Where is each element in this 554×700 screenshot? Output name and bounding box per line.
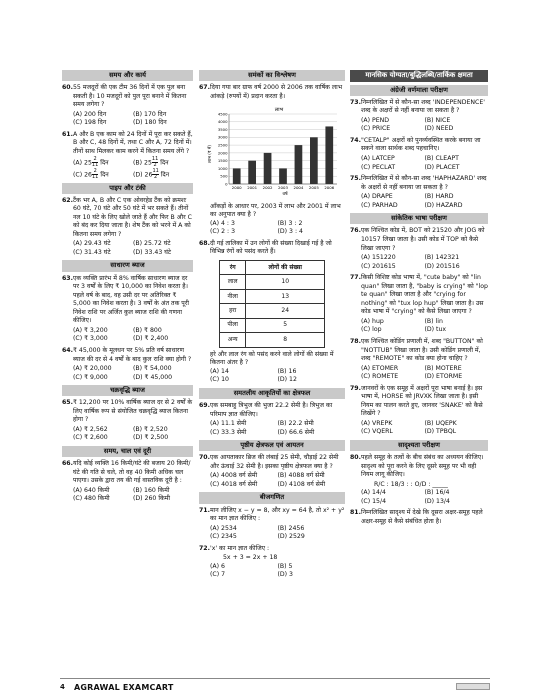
option: (C) PECLAT bbox=[361, 163, 396, 171]
option: (B) HARD bbox=[424, 193, 454, 201]
option: (A) 2534 bbox=[210, 524, 237, 532]
option: (C) 198 दिन bbox=[73, 119, 107, 127]
table-row: नीला 13 bbox=[220, 289, 325, 303]
option: (A) 11.1 सेमी bbox=[210, 420, 247, 428]
section-header: पाइप और टंकी bbox=[62, 183, 193, 194]
option: (C) ₹ 3,000 bbox=[73, 335, 108, 343]
section-header: पृष्ठीय क्षेत्रफल एवं आयतन bbox=[199, 440, 345, 451]
option: (A) LATCEP bbox=[361, 155, 395, 163]
option: (C) ₹ 9,000 bbox=[73, 373, 108, 381]
option: (B) 25.72 घंटे bbox=[133, 240, 171, 248]
option: (B) 142321 bbox=[424, 254, 460, 262]
chart-bar bbox=[310, 138, 318, 185]
chart-y-tick-label: 0 bbox=[225, 181, 228, 187]
option: (B) 2456 bbox=[277, 524, 305, 532]
option: (A) hup bbox=[361, 317, 384, 325]
options-75 bbox=[350, 193, 488, 210]
option: (B) NICE bbox=[424, 116, 451, 124]
question-67: 67. दिया गया बार ग्राफ वर्ष 2000 से 2006 तक वार्षिक लाभ आंकड़े (रुपयों में) प्रदान करता है। bbox=[199, 84, 343, 100]
chart-bar bbox=[264, 153, 272, 184]
option: (C) PRICE bbox=[361, 125, 391, 133]
chart-x-tick-label: 2006 bbox=[324, 185, 335, 191]
chart-bar bbox=[325, 127, 333, 185]
section-header: अंग्रेजी वर्णमाला परीक्षण bbox=[350, 85, 488, 96]
question-80: 80. पहले समूह के तत्वों के बीच संबंध का अध्ययन कीजिए। सादृश्य को पूरा करने के लिए दूसरे समूह पर भी वही नियम लागू कीजिए। bbox=[350, 454, 484, 479]
option: (D) 12 bbox=[277, 376, 297, 384]
option: (C) ₹ 2,600 bbox=[73, 434, 108, 442]
chart-title: लाभ bbox=[274, 107, 284, 114]
option: (C) 2 : 3 bbox=[210, 228, 236, 236]
option: (A) ETOMER bbox=[361, 364, 399, 372]
analogy-expression: R/C : 18/3 : : O/D : _____ bbox=[374, 480, 448, 488]
chart-bar bbox=[279, 169, 287, 185]
question-72: 72. 'x' का मान ज्ञात कीजिए : bbox=[199, 544, 270, 552]
question-78: 78. एक निश्चित कोडिंग प्रणाली में, शब्द "BUTTON" को "NOTTUB" लिखा जाता है। उसी कोडिंग प्रणाली में, शब्द "REMOTE" का कोड क्या होना चाहिए ? bbox=[350, 337, 483, 363]
option: (C) 2345 bbox=[210, 533, 237, 541]
option: (B) 170 दिन bbox=[133, 110, 167, 118]
option: (B) UQEPK bbox=[424, 419, 457, 427]
option: (A) ₹ 3,200 bbox=[73, 326, 108, 334]
section-header: समय, चाल एवं दूरी bbox=[62, 446, 193, 457]
table-header: लोगों की संख्या bbox=[246, 261, 325, 275]
options-64 bbox=[62, 365, 193, 382]
chart-y-tick-label: 3500 bbox=[217, 127, 228, 133]
option: (B) lin bbox=[424, 317, 443, 325]
options-70 bbox=[199, 472, 345, 489]
option: (B) ₹ 800 bbox=[133, 326, 162, 334]
chart-bar bbox=[233, 169, 241, 185]
options-68 bbox=[199, 368, 345, 385]
table-header: रंग bbox=[220, 261, 246, 275]
option: (D) ₹ 2,400 bbox=[133, 335, 169, 343]
options-67 bbox=[199, 220, 345, 237]
option: (A) 640 किमी bbox=[73, 486, 110, 494]
option: (A) 151220 bbox=[361, 254, 396, 262]
question-71: 71. मान लीजिए x − y = 8, और xy = 64 है, तो x² + y² का मान ज्ञात कीजिए : bbox=[199, 506, 345, 523]
option: (C) 4018 वर्ग सेमी bbox=[210, 480, 258, 488]
option: (D) 2529 bbox=[277, 533, 305, 541]
option: (B) 3 : 2 bbox=[277, 219, 303, 227]
page-footer bbox=[60, 678, 490, 692]
options-62 bbox=[62, 240, 193, 257]
option: (B) 16 bbox=[277, 367, 297, 375]
option: (A) VREPK bbox=[361, 419, 393, 427]
question-60: 60. 55 मजदूरों की एक टीम 36 दिनों में एक पुल बना सकती है। 10 मजदूरों को पुल पूरा बनाने में कितना समय लगेगा ? bbox=[62, 84, 187, 109]
column-2 bbox=[199, 68, 345, 583]
chart-x-label: वर्ष bbox=[282, 192, 288, 197]
option: (C) 7 bbox=[210, 571, 226, 579]
chart-x-tick-label: 2002 bbox=[262, 185, 273, 191]
options-74 bbox=[350, 155, 488, 172]
question-68: 68. दी गई तालिका में उन लोगों की संख्या दिखाई गई है जो विभिन्न रंगों को पसंद करते हैं। bbox=[199, 239, 332, 256]
option: (B) 22.2 सेमी bbox=[277, 420, 314, 428]
option: (B) ₹ 54,000 bbox=[133, 365, 172, 373]
chart-x-tick-label: 2003 bbox=[278, 185, 288, 191]
chart-x-tick-label: 2005 bbox=[308, 185, 319, 191]
question-66: 66. यदि कोई व्यक्ति 16 किमी/घंटे की बजाय 20 किमी/घंटे की गति से चले, तो वह 40 किमी अधिक चल पाएगा। उसके द्वारा तय की गई वास्तविक दूरी है : bbox=[62, 460, 191, 485]
options-79 bbox=[350, 420, 488, 437]
option: (A) 200 दिन bbox=[73, 110, 107, 118]
chart-y-tick-label: 4500 bbox=[217, 111, 228, 117]
option: (B) 25 $\frac{11}{2}$ दिन bbox=[133, 156, 169, 169]
option: (D) 260 किमी bbox=[133, 495, 170, 503]
option: (D) NEED bbox=[424, 125, 454, 133]
option: (C) 31.43 घंटे bbox=[73, 248, 111, 256]
option: (A) 14 bbox=[210, 367, 229, 375]
option: (D) ₹ 2,500 bbox=[133, 434, 169, 442]
option: (D) 201516 bbox=[424, 262, 460, 270]
page-number: 4 bbox=[60, 683, 65, 691]
option: (A) 4 : 3 bbox=[210, 219, 235, 227]
chart-y-tick-label: 4000 bbox=[217, 119, 228, 125]
equation: 5x + 3 = 2x + 18 bbox=[223, 554, 278, 562]
options-77 bbox=[350, 318, 488, 335]
option: (B) 5 bbox=[277, 562, 293, 570]
section-header: चक्रवृद्धि ब्याज bbox=[62, 385, 193, 396]
chart-bar bbox=[248, 161, 256, 184]
options-73 bbox=[350, 117, 488, 134]
option: (D) ₹ 45,000 bbox=[133, 373, 173, 381]
option: (C) 10 bbox=[210, 376, 229, 384]
option: (D) 3 : 4 bbox=[277, 228, 303, 236]
chart-x-tick-label: 2001 bbox=[247, 185, 258, 191]
column-1 bbox=[62, 68, 193, 507]
chart-y-tick-label: 2000 bbox=[217, 150, 228, 156]
option: (C) 201615 bbox=[361, 262, 396, 270]
option: (D) HAZARD bbox=[424, 201, 463, 209]
chart-y-tick-label: 2500 bbox=[217, 142, 228, 148]
option: (B) 4088 वर्ग सेमी bbox=[277, 472, 325, 480]
options-65 bbox=[62, 426, 193, 443]
question-79: 79. जानवरों के एक समूह में अक्षरों पूरा भाषा बनाई है। इस भाषा में, HORSE को JRVXK लिखा जाता है। इसी नियम का पालन करते हुए, जानवर 'SNAKE' को कैसे लिखेंगे ? bbox=[350, 384, 483, 418]
option: (D) 66.6 सेमी bbox=[277, 428, 315, 436]
option: (C) 26 $\frac{2}{11}$ दिन bbox=[73, 167, 109, 180]
question-76: 76. एक निश्चित कोड में, BOT को 21520 और JOG को 10157 लिखा जाता है। उसी कोड में TOP को कैसे लिखा जाएगा ? bbox=[350, 227, 485, 252]
fraction: $\frac{2}{11}$ bbox=[92, 167, 99, 180]
table-row: पीला 5 bbox=[220, 318, 325, 332]
chart-x-tick-label: 2000 bbox=[231, 185, 242, 191]
options-80 bbox=[350, 489, 488, 506]
option: (C) ROMETE bbox=[361, 373, 399, 381]
chapter-header: मानसिक योग्यता/बुद्धिलब्धि/तार्किक क्षमता bbox=[350, 70, 488, 82]
option: (C) 480 किमी bbox=[73, 495, 110, 503]
question-73: 73. निम्नलिखित में से कौन-सा शब्द 'INDEPENDENCE' शब्द के अक्षरों से नहीं बनाया जा सकता है ? bbox=[350, 98, 485, 115]
option: (C) 15/4 bbox=[361, 497, 387, 505]
question-74: 74. "CETALP" अक्षरों को पुनर्व्यवस्थित करके बनाया जा सकने वाला सार्थक शब्द पहचानिए। bbox=[350, 136, 481, 153]
option: (B) MOTERE bbox=[424, 364, 462, 372]
publisher-stamp-icon bbox=[456, 683, 490, 690]
question-64: 64. ₹ 45,000 के मूलधन पर 5% प्रति वर्ष साधारण ब्याज की दर से 4 वर्षों के बाद कुल राशि क्या होगी ? bbox=[62, 346, 192, 363]
question-69: 69. एक समबाहु त्रिभुज की भुजा 22.2 सेमी है। त्रिभुज का परिमाप ज्ञात कीजिए। bbox=[199, 402, 333, 418]
option: (C) 33.3 सेमी bbox=[210, 428, 247, 436]
option: (C) lop bbox=[361, 326, 382, 334]
question-81: 81. निम्नलिखित सादृश्य में देखे कि दूसरा अक्षर-समूह पहले अक्षर-समूह से कैसे संबंधित होता है। bbox=[350, 509, 483, 525]
question-77: 77. किसी विशिष्ट कोड भाषा में, "cute baby" को "lin quan" लिखा जाता है, "baby is crying" को "lop te quan" लिखा जाता है और "crying for nothing" को "tux lop hup" लिखा जाता है। उस कोड भाषा में "crying" को कैसे लिखा जाएगा ? bbox=[350, 274, 488, 316]
option: (D) 180 दिन bbox=[133, 119, 167, 127]
section-header: बीजगणित bbox=[199, 492, 345, 503]
question-67-text: आँकड़ों के आधार पर, 2003 में लाभ और 2001 में लाभ का अनुपात क्या है ? bbox=[210, 202, 341, 219]
options-72 bbox=[199, 563, 345, 580]
option: (D) 3 bbox=[277, 571, 293, 579]
question-63: 63. एक व्यक्ति प्रारंभ में 8% वार्षिक साधारण ब्याज दर पर 3 वर्षों के लिए ₹ 10,000 का निवेश करता है। पहले वर्ष के बाद, वह उसी दर पर अतिरिक्त ₹ 5,000 का निवेश करता है। 3 वर्षों के अंत तक पूरी निवेश राशि पर अर्जित कुल ब्याज राशि की गणना कीजिए। bbox=[62, 274, 189, 325]
question-70: 70. एक आयताकार ब्रिज की लंबाई 25 सेमी, चौड़ाई 22 सेमी और ऊंचाई 32 सेमी है। इसका पृष्ठीय क्षेत्रफल क्या है ? bbox=[199, 454, 339, 470]
option: (D) PLACET bbox=[424, 163, 460, 171]
chart-y-tick-label: 500 bbox=[220, 173, 228, 179]
options-61 bbox=[62, 157, 193, 179]
option: (A) DRAPE bbox=[361, 193, 393, 201]
question-61: 61. A और B एक काम को 24 दिनों में पूरा कर सकते हैं, B और C, 48 दिनों में, तथा C और A, 72 दिनों में। तीनों साथ मिलकर काम करने में कितना समय लेंगे ? bbox=[62, 130, 193, 155]
option: (D) 4108 वर्ग सेमी bbox=[277, 480, 326, 488]
section-header: साधारण ब्याज bbox=[62, 260, 193, 271]
option: (D) ETORME bbox=[424, 373, 463, 381]
option: (D) tux bbox=[424, 326, 447, 334]
option: (A) 14/4 bbox=[361, 489, 386, 497]
options-66 bbox=[62, 487, 193, 504]
option: (B) ₹ 2,520 bbox=[133, 425, 168, 433]
option: (D) 26 $\frac{11}{2}$ दिन bbox=[133, 167, 170, 180]
fraction: $\frac{11}{2}$ bbox=[151, 156, 159, 169]
question-68-text: हरे और लाल रंग को पसंद करने वाले लोगों की संख्या में कितना अंतर है ? bbox=[210, 350, 334, 367]
option: (A) 6 bbox=[210, 562, 225, 570]
question-65: 65. ₹ 12,200 पर 10% वार्षिक ब्याज दर से 2 वर्षों के लिए वार्षिक रूप से संयोजित चक्रवृद्धि ब्याज कितना होगा ? bbox=[62, 399, 193, 424]
option: (A) PEND bbox=[361, 116, 390, 124]
chart-y-tick-label: 1000 bbox=[217, 166, 228, 172]
chart-y-tick-label: 1500 bbox=[217, 158, 228, 164]
table-row: हरा 24 bbox=[220, 304, 325, 318]
fraction: $\frac{2}{11}$ bbox=[91, 156, 99, 169]
chart-y-label: लाभ (₹ में) bbox=[207, 145, 212, 164]
option: (C) VQERL bbox=[361, 428, 393, 436]
options-69 bbox=[199, 420, 345, 437]
options-71 bbox=[199, 525, 345, 542]
section-header: सादृश्यता परीक्षण bbox=[350, 440, 488, 451]
table-row: अन्य 8 bbox=[220, 333, 325, 347]
option: (D) 13/4 bbox=[424, 497, 450, 505]
section-header: समंकों का विश्लेषण bbox=[199, 70, 345, 81]
options-63 bbox=[62, 327, 193, 344]
option: (D) TPBQL bbox=[424, 428, 457, 436]
chart-x-tick-label: 2004 bbox=[293, 185, 304, 191]
option: (A) 29.43 घंटे bbox=[73, 240, 111, 248]
bar-chart bbox=[207, 104, 341, 196]
color-table bbox=[219, 260, 325, 348]
option: (B) 160 किमी bbox=[133, 486, 170, 494]
fraction: $\frac{11}{2}$ bbox=[152, 167, 159, 180]
option: (B) 16/4 bbox=[424, 489, 450, 497]
column-3 bbox=[350, 68, 488, 527]
option: (A) 25 $\frac{2}{11}$ दिन bbox=[73, 156, 109, 169]
options-60 bbox=[62, 111, 193, 128]
chart-y-tick-label: 3000 bbox=[217, 134, 228, 140]
section-header: समतलीय आकृतियों का क्षेत्रफल bbox=[199, 388, 345, 399]
option: (D) 33.43 घंटे bbox=[133, 248, 172, 256]
section-header: सांकेतिक भाषा परीक्षण bbox=[350, 213, 488, 224]
option: (C) PARHAD bbox=[361, 201, 398, 209]
table-row: लाल 10 bbox=[220, 275, 325, 289]
option: (A) 4008 वर्ग सेमी bbox=[210, 472, 258, 480]
chart-bar bbox=[295, 145, 303, 184]
options-78 bbox=[350, 365, 488, 382]
question-75: 75. निम्नलिखित में से कौन-सा शब्द 'HAPHAZARD' शब्द के अक्षरों से नहीं बनाया जा सकता है ? bbox=[350, 175, 487, 191]
option: (A) ₹ 20,000 bbox=[73, 365, 112, 373]
options-76 bbox=[350, 254, 488, 271]
option: (B) CLEAPT bbox=[424, 155, 459, 163]
question-62: 62. टैंक भर A, B और C एक ओवरहेड टैंक को क्रमशः 60 घंटे, 70 घंटे और 50 घंटे में भर सकते हैं। तीनों नल 10 घंटे के लिए खोले जाते हैं और फिर B और C को बंद कर दिया जाता है। शेष टैंक को भरने में A को कितना समय लगेगा ? bbox=[62, 196, 192, 238]
brand-logo: AGRAWAL EXAMCART bbox=[74, 683, 174, 692]
option: (A) ₹ 2,562 bbox=[73, 425, 108, 433]
section-header: समय और कार्य bbox=[62, 70, 193, 81]
